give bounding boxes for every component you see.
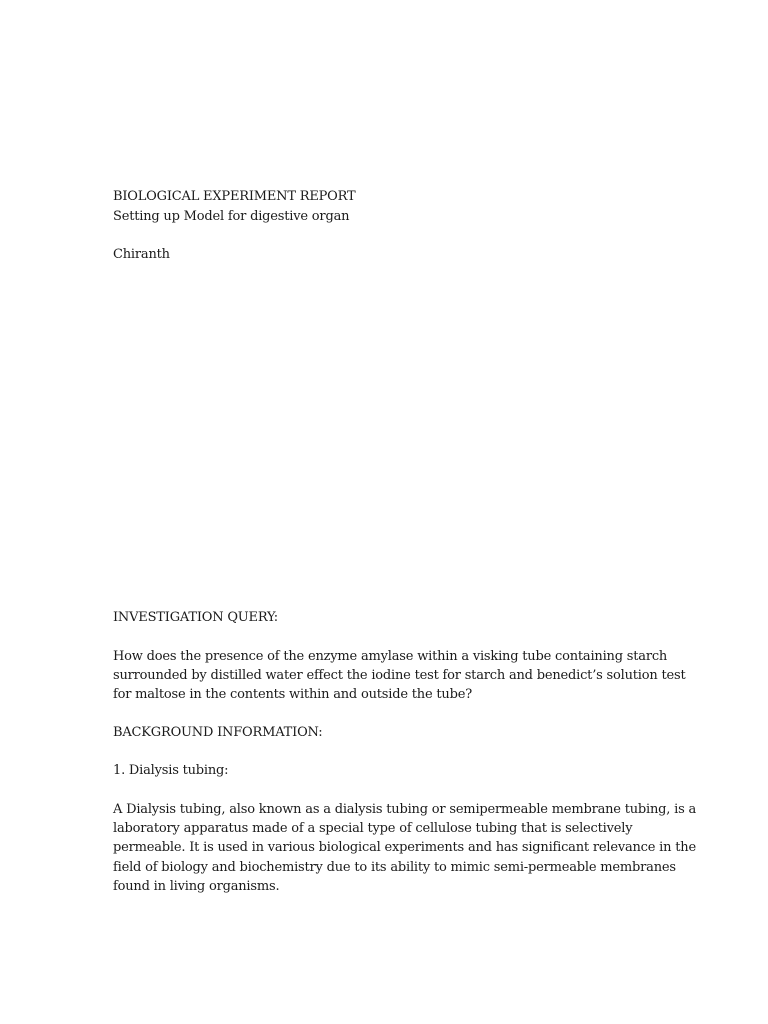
report-subtitle: Setting up Model for digestive organ	[113, 209, 350, 224]
investigation-heading: INVESTIGATION QUERY:	[113, 610, 278, 625]
dialysis-line: laboratory apparatus made of a special type of cellulose tubing that is selectively	[113, 821, 633, 837]
investigation-line: for maltose in the contents within and outside the tube?	[113, 687, 472, 703]
investigation-line: surrounded by distilled water effect the iodine test for starch and benedict’s solution test	[113, 668, 686, 684]
investigation-line: How does the presence of the enzyme amylase within a visking tube containing starch	[113, 649, 668, 664]
dialysis-line: field of biology and biochemistry due to its ability to mimic semi-permeable membranes	[113, 859, 676, 875]
dialysis-line: A Dialysis tubing, also known as a dialysis tubing or semipermeable membrane tubing, is a	[113, 802, 697, 817]
background-heading: BACKGROUND INFORMATION:	[113, 725, 323, 740]
dialysis-subheading: 1. Dialysis tubing:	[113, 763, 229, 778]
dialysis-line: permeable. It is used in various biological experiments and has significant relevance in the	[113, 840, 696, 856]
dialysis-line: found in living organisms.	[113, 878, 280, 894]
dialysis-paragraph	[113, 800, 697, 896]
report-title: BIOLOGICAL EXPERIMENT REPORT	[113, 189, 356, 204]
author-name: Chiranth	[113, 247, 170, 262]
investigation-paragraph	[113, 647, 686, 705]
